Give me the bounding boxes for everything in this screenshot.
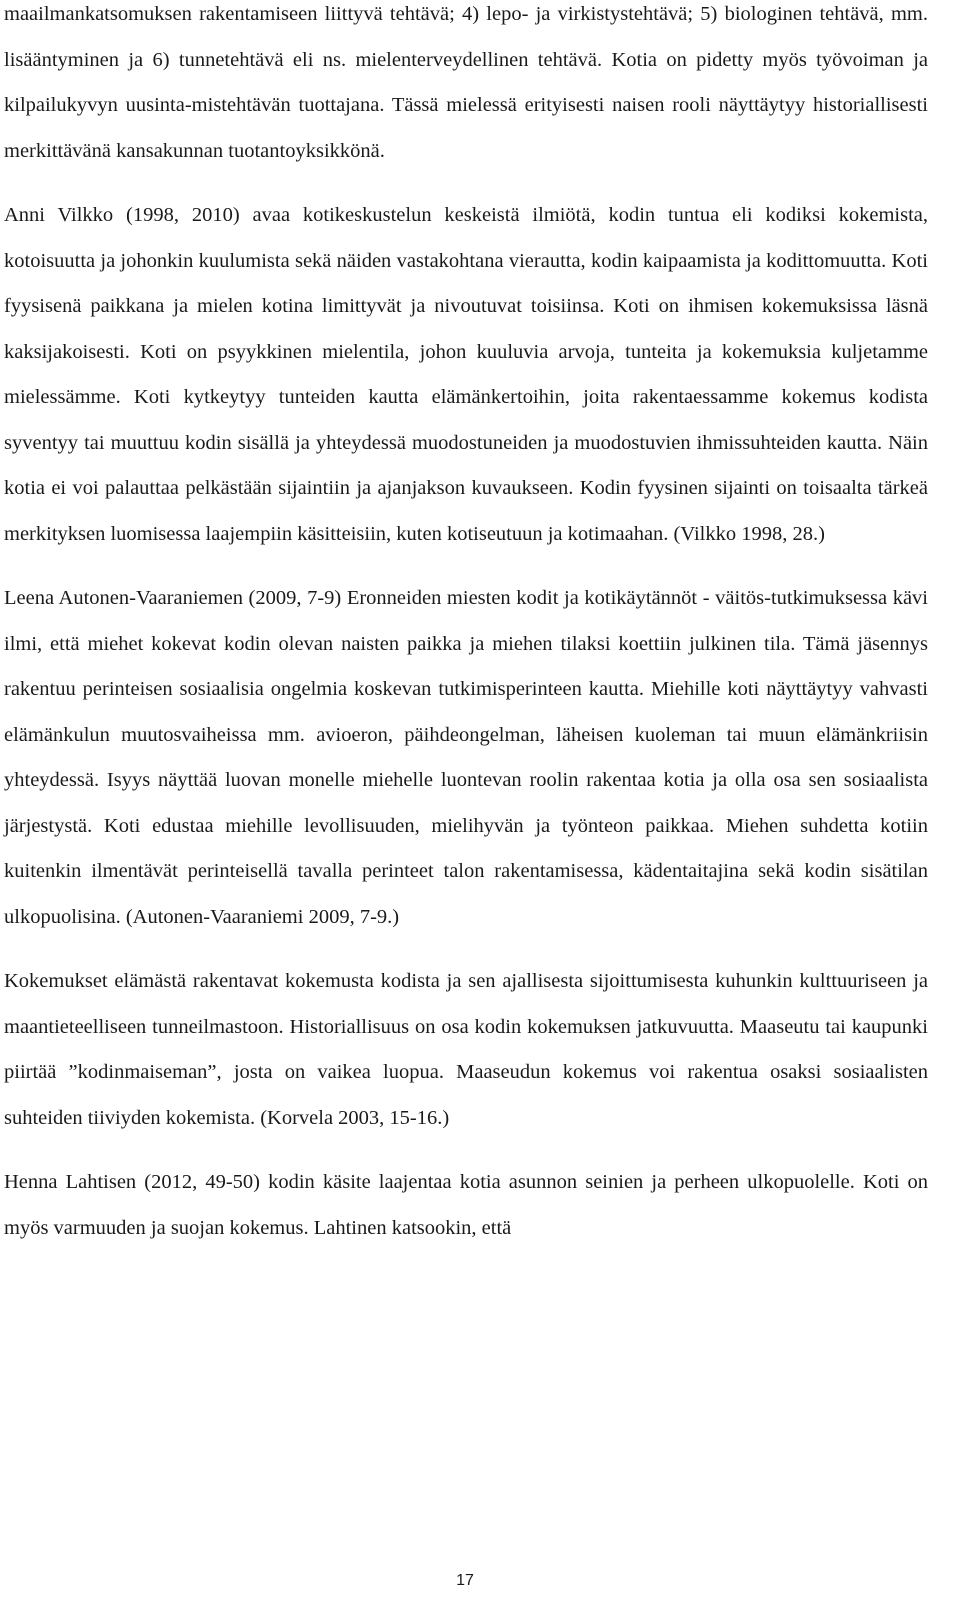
document-body — [4, 0, 928, 1251]
page-number: 17 — [456, 1572, 474, 1589]
paragraph-5: Henna Lahtisen (2012, 49-50) kodin käsite laajentaa kotia asunnon seinien ja perheen ulkopuolelle. Koti on myös varmuuden ja suojan kokemus. Lahtinen katsookin, että — [4, 1171, 928, 1239]
paragraph-4: Kokemukset elämästä rakentavat kokemusta kodista ja sen ajallisesta sijoittumisesta kuhunkin kulttuuriseen ja maantieteelliseen tunneilmastoon. Historiallisuus on osa kodin kokemuksen jatkuvuutta. Maaseutu tai kaupunki piirtää ”kodinmaiseman”, josta on vaikea luopua. Maaseudun kokemus voi rakentua osaksi sosiaalisten suhteiden tiiviyden kokemista. (Korvela 2003, 15-16.) — [4, 970, 928, 1129]
paragraph-2: Anni Vilkko (1998, 2010) avaa kotikeskustelun keskeistä ilmiötä, kodin tuntua eli kodiksi kokemista, kotoisuutta ja johonkin kuulumista sekä näiden vastakohtana vierautta, kodin kaipaamista ja kodittomuutta. Koti fyysisenä paikkana ja mielen kotina limittyvät ja nivoutuvat toisiinsa. Koti on ihmisen kokemuksissa läsnä kaksijakoisesti. Koti on psyykkinen mielentila, johon kuuluvia arvoja, tunteita ja kokemuksia kuljetamme mielessämme. Koti kytkeytyy tunteiden kautta elämänkertoihin, joita rakentaessamme kokemus kodista syventyy tai muuttuu kodin sisällä ja yhteydessä muodostuneiden ja muodostuvien ihmissuhteiden kautta. Näin kotia ei voi palauttaa pelkästään sijaintiin ja ajanjakson kuvaukseen. Kodin fyysinen sijainti on toisaalta tärkeä merkityksen luomisessa laajempiin käsitteisiin, kuten kotiseutuun ja kotimaahan. (Vilkko 1998, 28.) — [4, 204, 928, 545]
paragraph-1: maailmankatsomuksen rakentamiseen liittyvä tehtävä; 4) lepo- ja virkistystehtävä; 5) biologinen tehtävä, mm. lisääntyminen ja 6) tunnetehtävä eli ns. mielenterveydellinen tehtävä. Kotia on pidetty myös työvoiman ja kilpailukyvyn uusinta-mistehtävän tuottajana. Tässä mielessä erityisesti naisen rooli näyttäytyy historiallisesti merkittävänä kansakunnan tuotantoyksikkönä. — [4, 3, 928, 162]
paragraph-3: Leena Autonen-Vaaraniemen (2009, 7-9) Eronneiden miesten kodit ja kotikäytännöt - väitös-tutkimuksessa kävi ilmi, että miehet kokevat kodin olevan naisten paikka ja miehen tilaksi koettiin julkinen tila. Tämä jäsennys rakentuu perinteisen sosiaalisia ongelmia koskevan tutkimisperinteen kautta. Miehille koti näyttäytyy vahvasti elämänkulun muutosvaiheissa mm. avioeron, päihdeongelman, läheisen kuoleman tai muun elämänkriisin yhteydessä. Isyys näyttää luovan monelle miehelle luontevan roolin rakentaa kotia ja olla osa sen sosiaalista järjestystä. Koti edustaa miehille levollisuuden, mielihyvän ja työnteon paikkaa. Miehen suhdetta kotiin kuitenkin ilmentävät perinteisellä tavalla perinteet talon rakentamisessa, kädentaitajina sekä kodin sisätilan ulkopuolisina. (Autonen-Vaaraniemi 2009, 7-9.) — [4, 587, 928, 928]
